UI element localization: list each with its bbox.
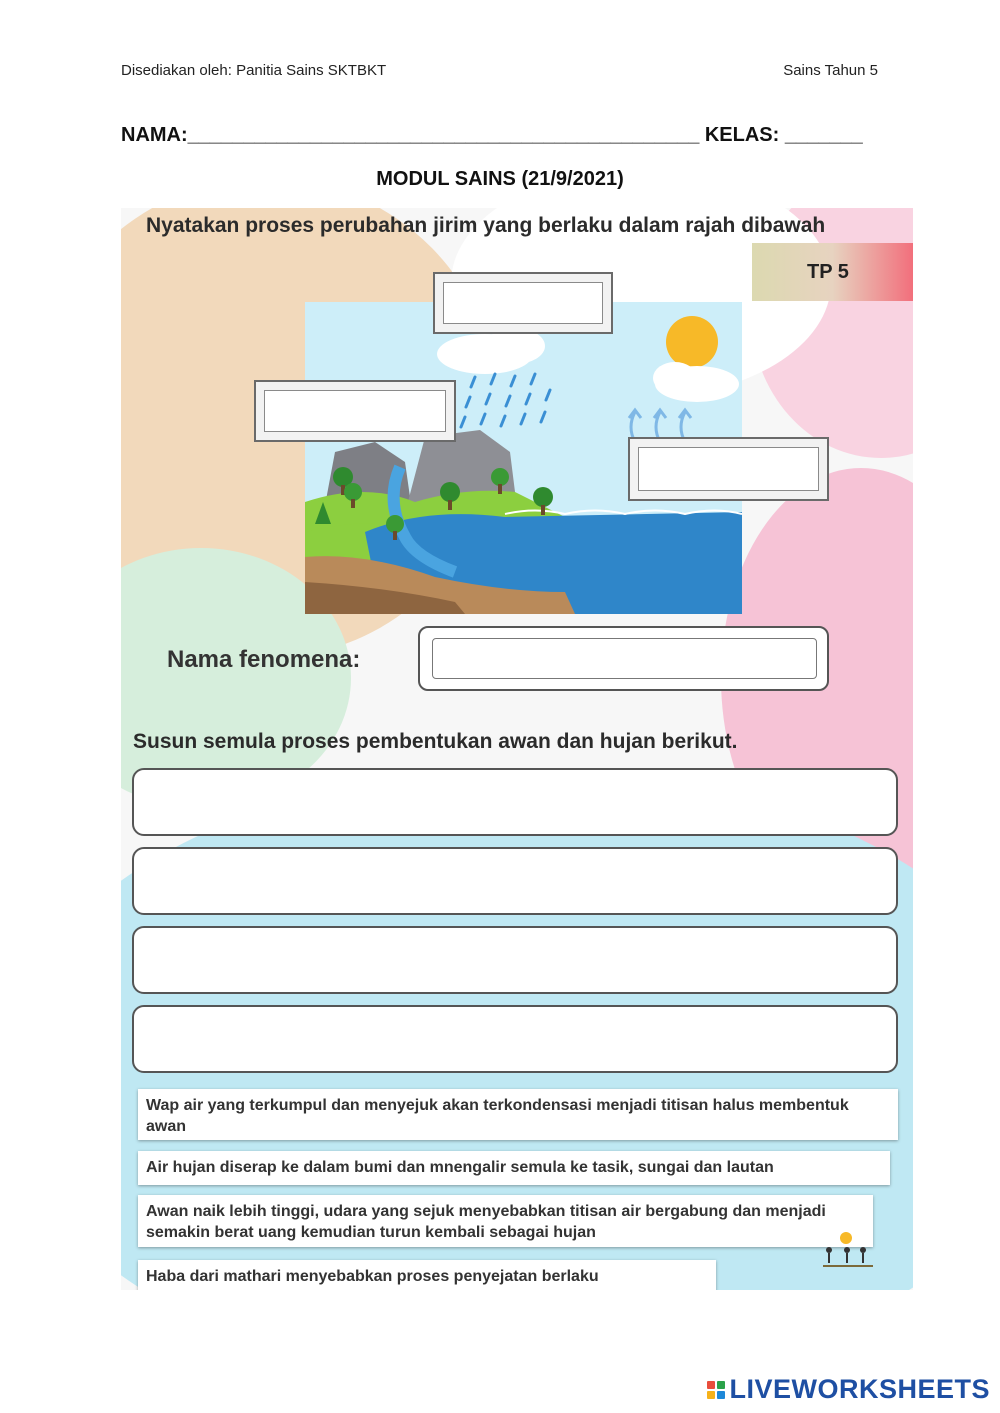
worksheet-panel — [121, 208, 913, 1290]
header-left: Disediakan oleh: Panitia Sains SKTBKT — [121, 62, 387, 79]
answer-input[interactable] — [638, 447, 819, 491]
header-right: Sains Tahun 5 — [783, 62, 878, 79]
draggable-card-3[interactable]: Awan naik lebih tinggi, udara yang sejuk menyebabkan titisan air bergabung dan menjadi semakin berat uang kemudian turun kembali sebagai hujan — [138, 1195, 873, 1247]
answer-input[interactable] — [264, 390, 446, 432]
order-slot-4[interactable] — [132, 1005, 898, 1073]
answer-box-precipitation[interactable] — [254, 380, 456, 442]
answer-input[interactable] — [443, 282, 603, 324]
liveworksheets-logo[interactable] — [707, 1374, 990, 1405]
draggable-card-2[interactable]: Air hujan diserap ke dalam bumi dan mnengalir semula ke tasik, sungai dan lautan — [138, 1151, 890, 1185]
sun-icon — [666, 316, 718, 368]
order-slot-1[interactable] — [132, 768, 898, 836]
kids-illustration-icon — [811, 1228, 881, 1268]
diagram-instruction: Nyatakan proses perubahan jirim yang berlaku dalam rajah dibawah — [146, 214, 826, 237]
fenomena-input[interactable] — [432, 638, 817, 679]
draggable-card-4[interactable]: Haba dari mathari menyebabkan proses penyejatan berlaku — [138, 1260, 716, 1290]
susun-instruction: Susun semula proses pembentukan awan dan hujan berikut. — [133, 730, 738, 753]
draggable-card-1[interactable]: Wap air yang terkumpul dan menyejuk akan terkondensasi menjadi titisan halus membentuk awan — [138, 1089, 898, 1140]
answer-box-condensation[interactable] — [433, 272, 613, 334]
liveworksheets-logo-icon — [707, 1381, 725, 1399]
order-slot-2[interactable] — [132, 847, 898, 915]
answer-box-evaporation[interactable] — [628, 437, 829, 501]
nama-kelas-line: NAMA:______________________________________________ KELAS: _______ — [121, 124, 863, 146]
liveworksheets-logo-text: LIVEWORKSHEETS — [729, 1374, 990, 1404]
page-title: MODUL SAINS (21/9/2021) — [376, 168, 624, 190]
fenomena-answer-box[interactable] — [418, 626, 829, 691]
order-slot-3[interactable] — [132, 926, 898, 994]
tp-badge: TP 5 — [752, 243, 913, 301]
fenomena-label: Nama fenomena: — [167, 646, 361, 673]
